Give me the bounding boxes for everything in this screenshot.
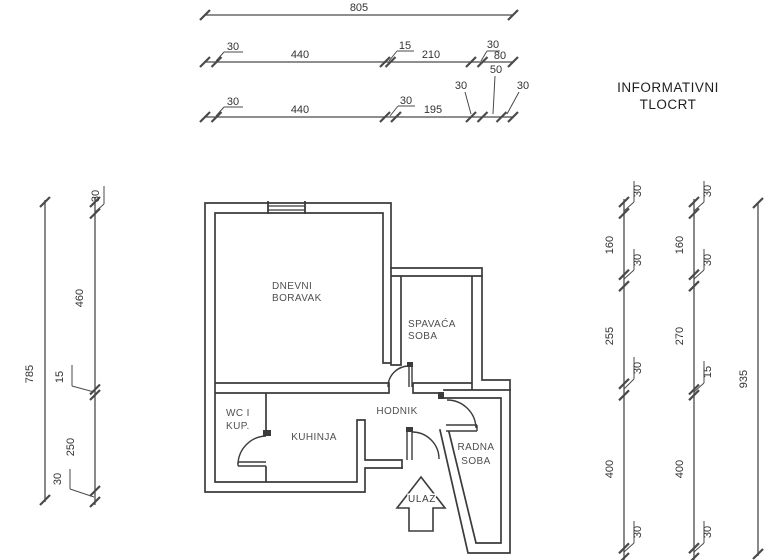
top-dimensions [200,10,519,122]
dim-label: 30 [454,80,468,92]
dim-label: 15 [702,365,714,379]
walls [205,203,510,553]
bathroom-door [238,430,271,466]
dim-ticks-top [200,10,518,122]
dim-label: 15 [398,40,412,52]
dim-label: 30 [486,39,500,51]
window-glazing-lines [268,206,305,210]
dim-label: 30 [226,96,240,108]
door-leaf [409,366,412,387]
room-label-work: RADNA [457,442,495,453]
dim-label: 80 [493,50,507,62]
title-block [617,80,719,112]
dim-ticks-left [40,197,100,507]
dim-label: 460 [74,288,86,308]
dim-label: 30 [632,184,644,198]
dim-label: 30 [632,525,644,539]
left-dimension-labels [24,190,102,485]
dim-label: 400 [604,459,616,479]
room-label-living: DNEVNI [272,281,313,292]
dim-label: 935 [738,369,750,389]
dim-label: 210 [421,49,441,61]
room-label-bedroom: SPAVAĆA [408,319,456,330]
dim-label: 30 [90,189,102,203]
dim-label: 30 [702,525,714,539]
dim-label: 270 [674,326,686,346]
dim-label: 30 [52,472,64,486]
room-label-living: BORAVAK [272,293,322,304]
drawing-title: INFORMATIVNI [617,80,719,95]
dim-label: 15 [54,370,66,384]
left-dimensions [40,186,104,507]
door-swing-arc [238,436,266,464]
door-hinge-block [438,392,444,399]
door-leaf [238,462,266,466]
door-swing-arc [447,400,476,428]
dim-label: 30 [702,253,714,267]
room-label-work: SOBA [461,456,491,467]
room-label-kitchen: KUHINJA [291,432,337,443]
dim-label: 30 [632,361,644,375]
dim-label: 440 [290,49,310,61]
door-leaf [407,431,412,460]
door-leaf [446,425,477,431]
dim-label: 30 [632,253,644,267]
room-label-bathroom: WC I [226,408,250,419]
room-label-bedroom: SOBA [408,331,438,342]
door-swing-arc [388,366,409,387]
room-label-hall: HODNIK [376,406,418,417]
dim-label: 30 [516,80,530,92]
dim-label: 255 [604,326,616,346]
dim-label: 195 [423,104,443,116]
dim-label: 30 [399,95,413,107]
room-label-bathroom: KUP. [226,421,250,432]
top-dimension-labels [227,2,529,116]
dim-label: 785 [24,364,36,384]
room-labels [226,281,495,467]
dim-label: 30 [226,41,240,53]
entrance-label: ULAZ [408,494,436,505]
dim-label: 50 [489,64,503,76]
door-swing-arc [412,432,439,459]
inner-wall-lines [215,213,510,543]
drawing-title: TLOCRT [639,97,697,112]
dim-label: 250 [65,437,77,457]
right-dimension-labels [604,185,750,538]
entrance-door [406,427,439,460]
dim-label: 805 [349,2,369,14]
dim-label: 440 [290,104,310,116]
dim-label: 30 [702,184,714,198]
entrance-arrow [397,477,445,531]
dim-label: 160 [674,235,686,255]
outer-wall-outline [205,203,510,553]
dim-label: 160 [604,235,616,255]
dim-label: 400 [674,459,686,479]
door-hinge-block [263,430,271,436]
